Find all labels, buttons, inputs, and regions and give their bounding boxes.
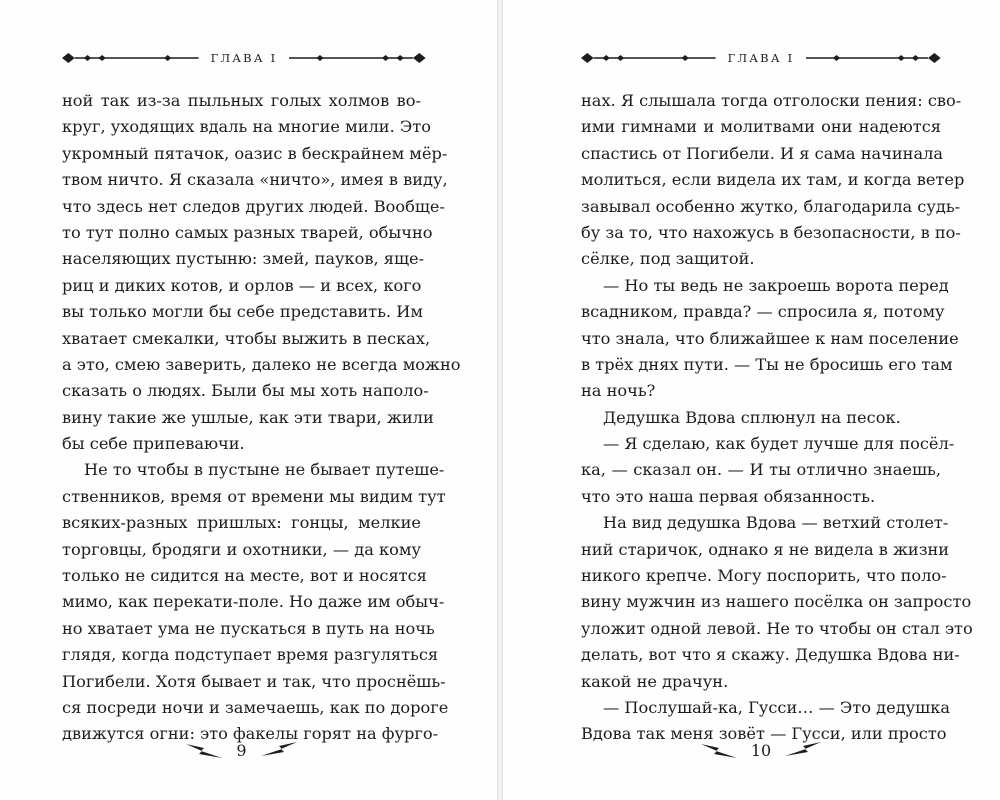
text-line: На вид дедушка Вдова — ветхий столет- xyxy=(603,513,949,533)
page-number: 9 xyxy=(236,740,247,760)
text-line: сёлке, под защитой. xyxy=(581,249,755,269)
text-line: в трёх днях пути. — Ты не бросишь его там xyxy=(581,354,953,374)
text-line: что здесь нет следов других людей. Вообще- xyxy=(62,196,445,216)
text-line: что знала, что ближайшее к нам поселение xyxy=(581,328,959,348)
header-ornament-right-icon xyxy=(289,46,426,70)
text-line: бу за то, что нахожусь в безопасности, в по- xyxy=(581,222,961,242)
text-line: какой не драчун. xyxy=(581,671,729,691)
text-line: — Послушай-ка, Гусси… — Это дедушка xyxy=(603,697,951,717)
text-line: то тут полно самых разных тварей, обычно xyxy=(62,222,433,242)
text-line: спастись от Погибели. И я сама начинала xyxy=(581,143,944,163)
chapter-title: ГЛАВА I xyxy=(727,51,795,65)
text-line: круг, уходящих вдаль на многие мили. Это xyxy=(62,117,431,137)
text-line: риц и диких котов, и орлов — и всех, кого xyxy=(62,275,422,295)
text-line: всадником, правда? — спросила я, потому xyxy=(581,302,945,322)
text-line: что это наша первая обязанность. xyxy=(581,486,876,506)
text-line: Не то чтобы в пустыне не бывает путеше- xyxy=(84,460,445,480)
text-line: вы только могли бы себе представить. Им xyxy=(62,302,423,322)
text-line: молиться, если видела их там, и когда ветер xyxy=(581,170,965,190)
lightning-bolt-left-icon xyxy=(184,739,224,761)
chapter-title: ГЛАВА I xyxy=(210,51,278,65)
text-line: вину мужчин из нашего посёлка он запросто xyxy=(581,592,972,612)
left-page xyxy=(0,0,497,800)
page-footer xyxy=(62,736,421,764)
text-line: а это, смею заверить, далеко не всегда можно xyxy=(62,354,461,374)
text-line: ка, — сказал он. — И ты отлично знаешь, xyxy=(581,460,941,480)
text-line: глядя, когда подступает время разгуляться xyxy=(62,645,439,665)
text-line: мимо, как перекати-поле. Но даже им обыч- xyxy=(62,592,445,612)
text-line: движутся огни: это факелы горят на фурго- xyxy=(62,724,439,744)
text-line: населяющих пустыню: змей, пауков, яще- xyxy=(62,249,425,269)
text-line: всяких-разных пришлых: гонцы, мелкие xyxy=(62,513,421,533)
text-line: никого крепче. Могу поспорить, что поло- xyxy=(581,566,947,586)
lightning-bolt-right-icon xyxy=(259,739,299,761)
header-ornament-left-icon xyxy=(62,46,199,70)
text-line: ний старичок, однако я не видела в жизни xyxy=(581,539,950,559)
text-line: ной так из-за пыльных голых холмов во- xyxy=(62,91,421,110)
text-line: — Но ты ведь не закроешь ворота перед xyxy=(603,275,949,295)
text-line: торговцы, бродяги и охотники, — да кому xyxy=(62,539,421,559)
text-line: Погибели. Хотя бывает и так, что проснёшь- xyxy=(62,671,446,691)
right-page xyxy=(503,0,1000,800)
text-line: вину такие же ушлые, как эти твари, жили xyxy=(62,407,434,427)
header-ornament-left-icon xyxy=(581,46,716,70)
text-line: — Я сделаю, как будет лучше для посёл- xyxy=(603,434,955,454)
text-line: укромный пятачок, оазис в бескрайнем мёр- xyxy=(62,143,448,163)
text-line: твом ничто. Я сказала «ничто», имея в виду, xyxy=(62,170,448,190)
page-number: 10 xyxy=(750,740,772,760)
text-line: сказать о людях. Были бы мы хоть наполо- xyxy=(62,381,429,401)
page-footer xyxy=(581,736,941,764)
body-text xyxy=(581,88,973,748)
header-ornament-right-icon xyxy=(806,46,941,70)
text-line: хватает смекалки, чтобы выжить в песках, xyxy=(62,328,431,348)
text-line: но хватает ума не пускаться в путь на ночь xyxy=(62,618,435,638)
body-text xyxy=(62,88,461,748)
text-line: Дедушка Вдова сплюнул на песок. xyxy=(603,407,901,427)
lightning-bolt-right-icon xyxy=(783,739,823,761)
text-line: нах. Я слышала тогда отголоски пения: сво- xyxy=(581,91,962,110)
running-header xyxy=(581,46,941,70)
text-line: только не сидится на месте, вот и носятся xyxy=(62,566,427,586)
text-line: Вдова так меня зовёт — Гусси, или просто xyxy=(581,724,947,744)
text-line: делать, вот что я скажу. Дедушка Вдова ни- xyxy=(581,645,960,665)
text-line: ственников, время от времени мы видим тут xyxy=(62,486,446,506)
text-line: бы себе припеваючи. xyxy=(62,434,245,454)
lightning-bolt-left-icon xyxy=(699,739,739,761)
text-line: на ночь? xyxy=(581,381,656,401)
text-line: уложит одной левой. Не то чтобы он стал это xyxy=(581,618,973,638)
text-line: ся посреди ночи и замечаешь, как по дороге xyxy=(62,697,449,717)
text-line: ими гимнами и молитвами они надеются xyxy=(581,117,941,137)
text-line: завывал особенно жутко, благодарила судь- xyxy=(581,196,961,216)
running-header xyxy=(62,46,426,70)
